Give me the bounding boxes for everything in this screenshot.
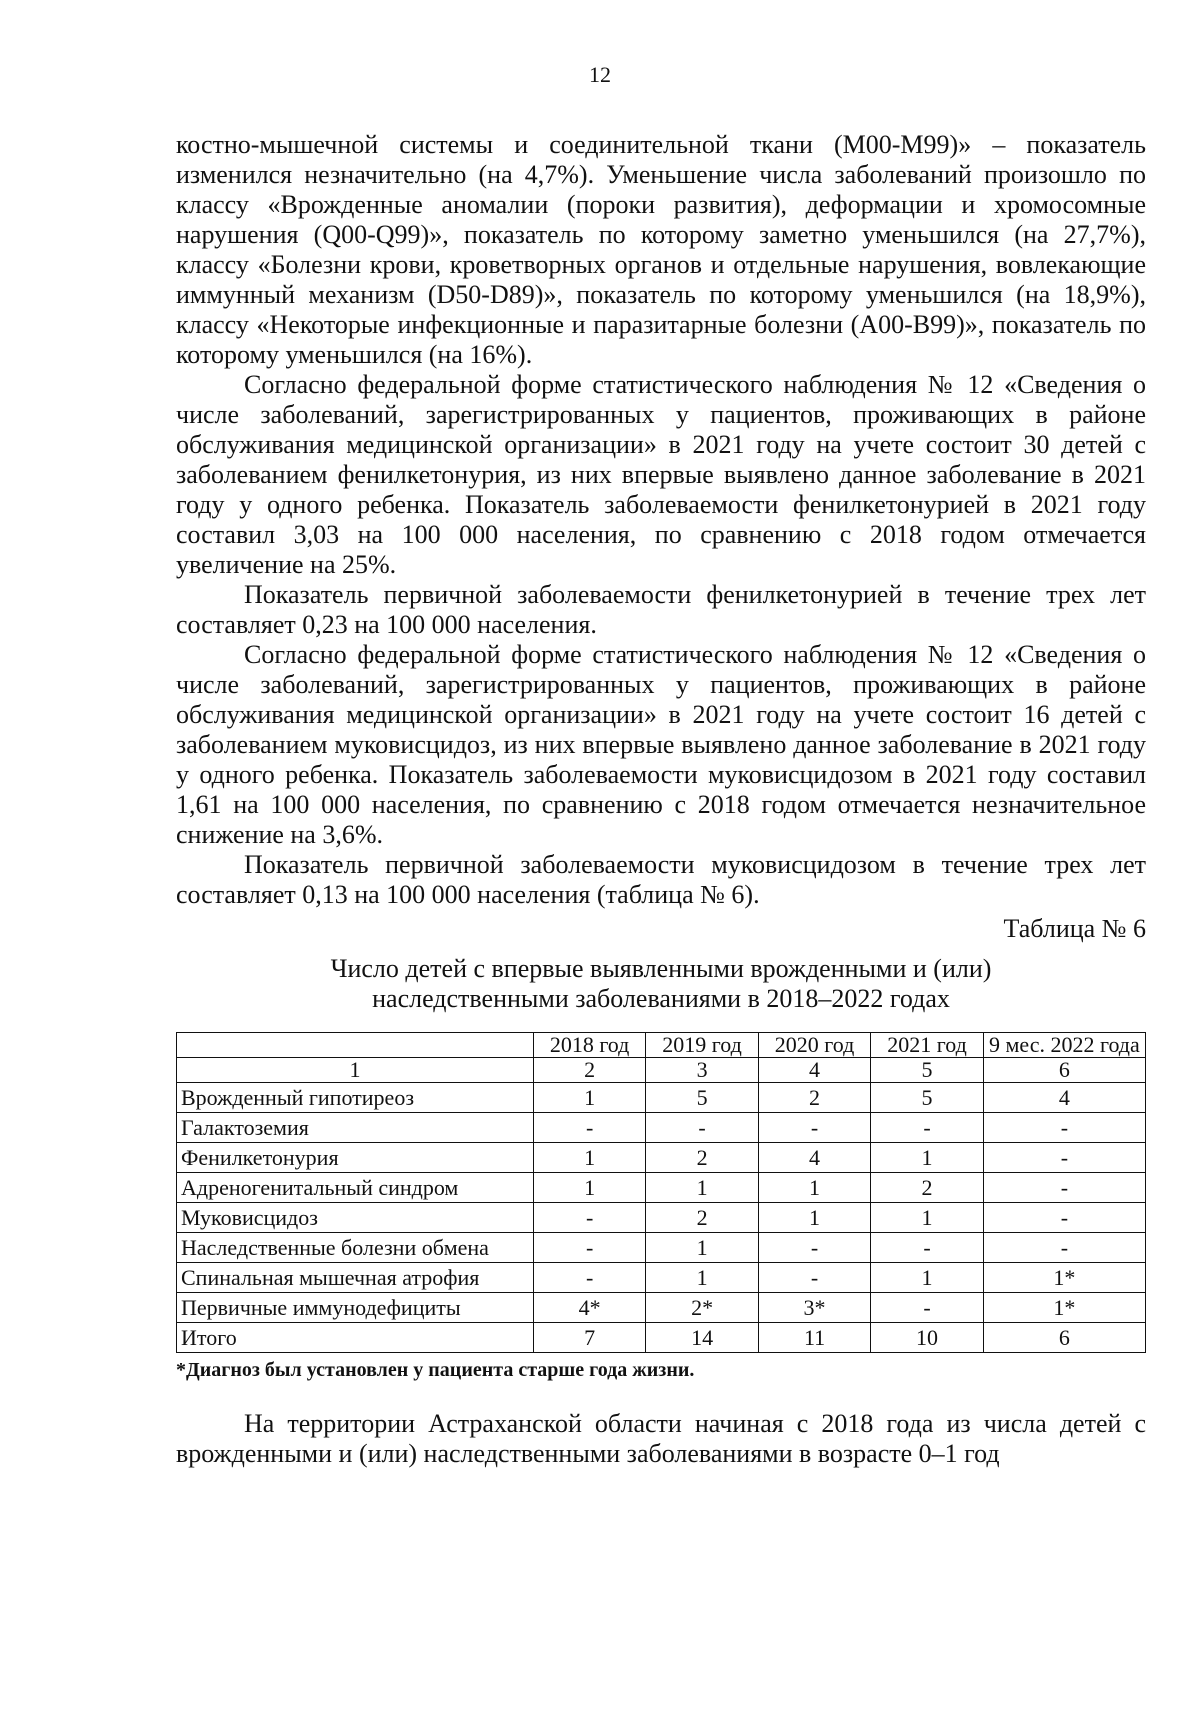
table-cell: 5 [646,1083,758,1113]
table-row [177,1203,1146,1233]
table-cell: Галактоземия [177,1113,534,1143]
table-cell: - [533,1203,645,1233]
table-cell: 1* [983,1263,1145,1293]
table-row [177,1113,1146,1143]
table-cell: 1 [533,1143,645,1173]
table-cell: - [983,1233,1145,1263]
paragraph-4: Согласно федеральной форме статистического наблюдения № 12 «Сведения о числе заболеваний, зарегистрированных у пациентов, проживающих в районе обслуживания медицинской организации» в 2021 году на учете состоит 16 детей с заболеванием муковисцидоз, из них впервые выявлено данное заболевание в 2021 году у одного ребенка. Показатель заболеваемости муковисцидозом в 2021 году составил 1,61 на 100 000 населения, по сравнению с 2018 годом отмечается незначительное снижение на 3,6%. [176,640,1146,849]
table-cell: - [758,1233,870,1263]
table-cell: - [871,1113,983,1143]
table-cell: Итого [177,1323,534,1353]
table-row [177,1083,1146,1113]
table-label: Таблица № 6 [1003,914,1146,943]
table-cell: 4* [533,1293,645,1323]
table-cell: 2019 год [646,1033,758,1058]
paragraph-1: костно-мышечной системы и соединительной ткани (M00-M99)» – показатель изменился незначительно (на 4,7%). Уменьшение числа заболеваний произошло по классу «Врожденные аномалии (пороки развития), деформации и хромосомные нарушения (Q00-Q99)», показатель по которому заметно уменьшился (на 27,7%), классу «Болезни крови, кроветворных органов и отдельные нарушения, вовлекающие иммунный механизм (D50-D89)», показатель по которому уменьшился (на 18,9%), классу «Некоторые инфекционные и паразитарные болезни (А00-В99)», показатель по которому уменьшился (на 16%). [176,130,1146,369]
table-cell: Адреногенитальный синдром [177,1173,534,1203]
table-cell: - [533,1113,645,1143]
table-row [177,1173,1146,1203]
table-cell: Врожденный гипотиреоз [177,1083,534,1113]
table-cell: 1 [177,1058,534,1083]
table-cell: 2 [758,1083,870,1113]
table-cell: 6 [983,1323,1145,1353]
page-number: 12 [589,62,611,87]
table-cell: - [646,1113,758,1143]
paragraph-3: Показатель первичной заболеваемости фенилкетонурией в течение трех лет составляет 0,23 на 100 000 населения. [176,580,1146,639]
table-cell: - [983,1113,1145,1143]
table-cell: 1 [758,1173,870,1203]
table-cell: 2 [646,1143,758,1173]
table-cell: 11 [758,1323,870,1353]
table-cell: 3* [758,1293,870,1323]
table-cell: - [983,1173,1145,1203]
table-cell: 2021 год [871,1033,983,1058]
document-body [176,130,1146,1469]
table-row [177,1323,1146,1353]
table-row [177,1293,1146,1323]
table-row [177,1233,1146,1263]
table-cell: - [758,1263,870,1293]
table-cell: 5 [871,1058,983,1083]
table-cell: 9 мес. 2022 года [983,1033,1145,1058]
table-cell: 1 [758,1203,870,1233]
table-cell: 4 [758,1058,870,1083]
table-cell: 1 [646,1173,758,1203]
table-cell: 1 [533,1173,645,1203]
table-cell: - [983,1143,1145,1173]
table-cell: - [533,1263,645,1293]
table-numbering-row [177,1058,1146,1083]
table-cell: 1 [871,1203,983,1233]
table-cell: 4 [758,1143,870,1173]
table-cell: - [871,1293,983,1323]
paragraph-2: Согласно федеральной форме статистического наблюдения № 12 «Сведения о числе заболеваний, зарегистрированных у пациентов, проживающих в районе обслуживания медицинской организации» в 2021 году на учете состоит 30 детей с заболеванием фенилкетонурия, из них впервые выявлено данное заболевание в 2021 году у одного ребенка. Показатель заболеваемости фенилкетонурией в 2021 году составил 3,03 на 100 000 населения, по сравнению с 2018 годом отмечается увеличение на 25%. [176,370,1146,579]
table-cell: 6 [983,1058,1145,1083]
table-cell: 4 [983,1083,1145,1113]
table-cell: 2020 год [758,1033,870,1058]
table-title [176,954,1146,1014]
table-cell: 2 [533,1058,645,1083]
table-cell: Муковисцидоз [177,1203,534,1233]
table-cell: 2 [871,1173,983,1203]
table-cell: 3 [646,1058,758,1083]
table-cell [177,1033,534,1058]
table-cell: - [758,1113,870,1143]
table-cell: 1 [646,1233,758,1263]
closing-paragraph: На территории Астраханской области начиная с 2018 года из числа детей с врожденными и (или) наследственными заболеваниями в возрасте 0–1 год [176,1409,1146,1468]
table-cell: 1 [533,1083,645,1113]
table-row [177,1143,1146,1173]
table-footnote: *Диагноз был установлен у пациента старше года жизни. [176,1359,695,1381]
data-table [176,1032,1146,1353]
table-cell: Наследственные болезни обмена [177,1233,534,1263]
table-cell: 14 [646,1323,758,1353]
table-cell: 1* [983,1293,1145,1323]
table-title-line-1: Число детей с впервые выявленными врожденными и (или) [330,954,992,983]
table-cell: 1 [646,1263,758,1293]
table-cell: 5 [871,1083,983,1113]
table-cell: - [533,1233,645,1263]
table-cell: 2018 год [533,1033,645,1058]
table-header-row [177,1033,1146,1058]
table-cell: 2 [646,1203,758,1233]
table-cell: 2* [646,1293,758,1323]
table-cell: - [871,1233,983,1263]
table-cell: Первичные иммунодефициты [177,1293,534,1323]
paragraph-5: Показатель первичной заболеваемости муковисцидозом в течение трех лет составляет 0,13 на 100 000 населения (таблица № 6). [176,850,1146,909]
table-cell: 7 [533,1323,645,1353]
table-cell: 1 [871,1143,983,1173]
table-cell: Спинальная мышечная атрофия [177,1263,534,1293]
table-cell: - [983,1203,1145,1233]
table-cell: Фенилкетонурия [177,1143,534,1173]
table-row [177,1263,1146,1293]
table-cell: 10 [871,1323,983,1353]
table-title-line-2: наследственными заболеваниями в 2018–2022 годах [372,984,950,1013]
table-cell: 1 [871,1263,983,1293]
